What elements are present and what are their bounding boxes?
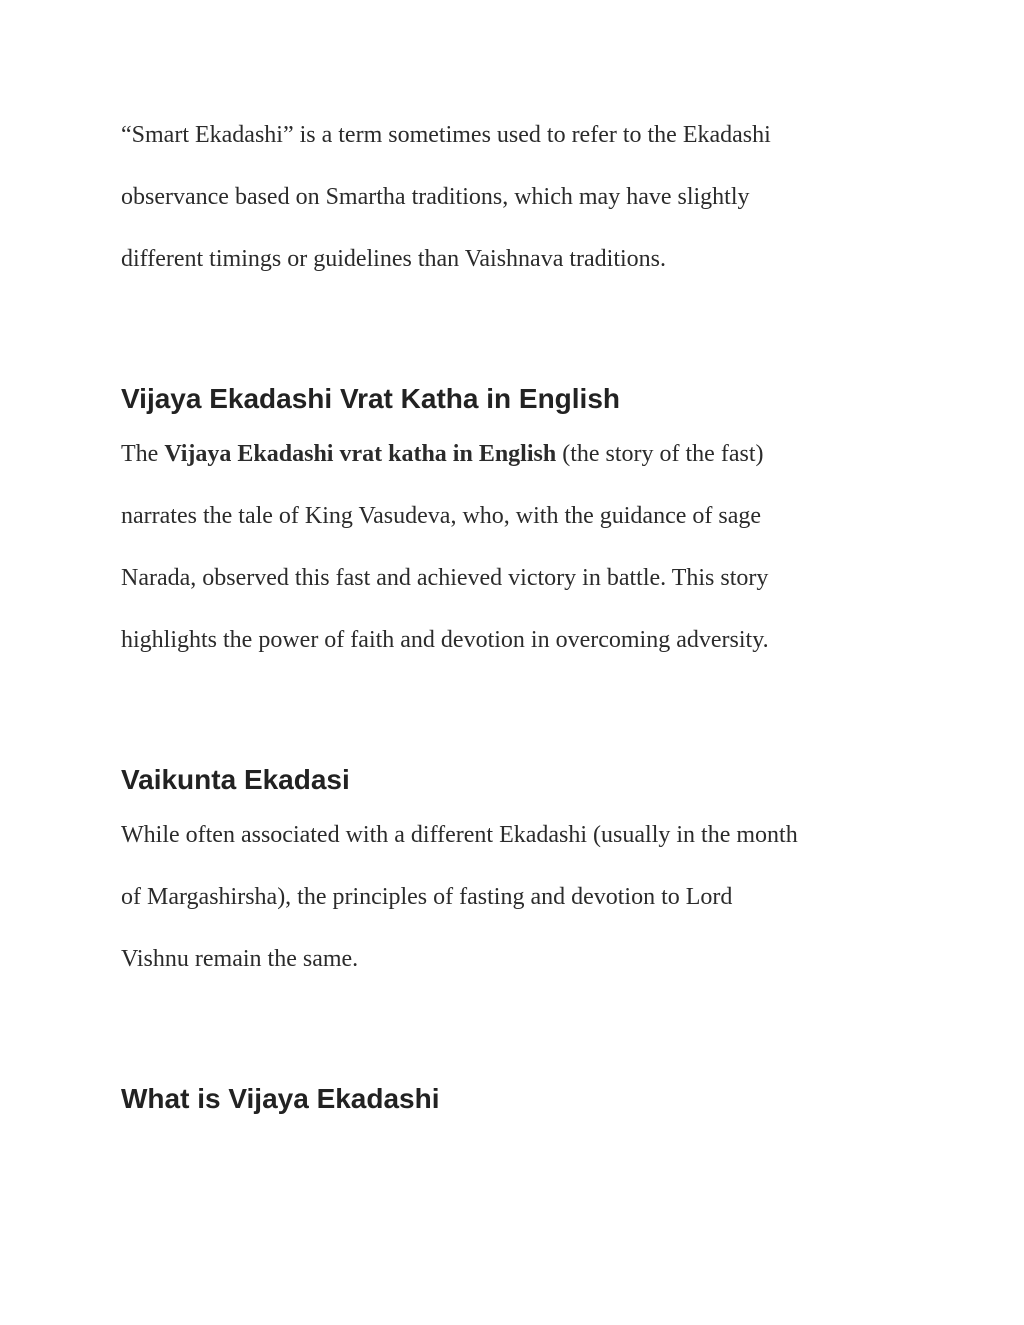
katha-line-1-prefix: The xyxy=(121,441,165,467)
heading-vaikunta-ekadasi: Vaikunta Ekadasi xyxy=(121,764,350,795)
katha-line-3: Narada, observed this fast and achieved victory in battle. This story xyxy=(121,565,769,591)
intro-line-3: different timings or guidelines than Vaishnava traditions. xyxy=(121,246,667,272)
heading-what-is-vijaya-ekadashi: What is Vijaya Ekadashi xyxy=(121,1083,440,1114)
katha-line-1 xyxy=(121,439,763,469)
katha-line-1-bold: Vijaya Ekadashi vrat katha in English xyxy=(164,441,557,467)
katha-line-2: narrates the tale of King Vasudeva, who, with the guidance of sage xyxy=(121,503,762,529)
intro-line-1: “Smart Ekadashi” is a term sometimes used to refer to the Ekadashi xyxy=(121,122,771,148)
vaikunta-line-3: Vishnu remain the same. xyxy=(121,946,359,972)
intro-line-2: observance based on Smartha traditions, which may have slightly xyxy=(121,184,750,210)
vaikunta-line-1: While often associated with a different Ekadashi (usually in the month xyxy=(121,822,798,848)
heading-vrat-katha: Vijaya Ekadashi Vrat Katha in English xyxy=(121,383,621,414)
katha-line-4: highlights the power of faith and devotion in overcoming adversity. xyxy=(121,627,769,653)
katha-line-1-suffix: (the story of the fast) xyxy=(556,441,764,467)
vaikunta-line-2: of Margashirsha), the principles of fasting and devotion to Lord xyxy=(121,884,733,910)
